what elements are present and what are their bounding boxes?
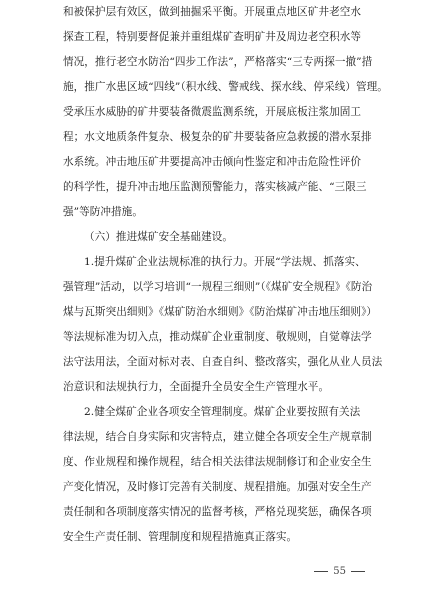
body-text-line: 安全生产责任制、管理制度和规程措施真正落实。 — [63, 531, 298, 543]
body-text-line: 探查工程，特别要督促兼并重组煤矿查明矿井及周边老空积水等 — [63, 31, 362, 43]
body-text-line: 煤与瓦斯突出细则》《煤矿防治水细则》《防治煤矿冲击地压细则》） — [63, 306, 378, 318]
body-text-line: 施，推广水患区域“四线”（积水线、警戒线、探水线、停采线）管理。 — [63, 81, 388, 93]
body-text-line: 律法规，结合自身实际和灾害特点，建立健全各项安全生产规章制 — [63, 431, 372, 443]
paragraph-heading-line: 2.健全煤矿企业各项安全管理制度。煤矿企业要按照有关法 — [84, 406, 361, 418]
page-number — [300, 565, 370, 579]
body-text-line: 责任制和各项制度落实情况的监督考核，严格兑现奖惩，确保各项 — [63, 506, 372, 518]
page-number-dash-right — [351, 571, 365, 572]
body-text-line: 强”等防冲措施。 — [63, 206, 143, 218]
page-number-dash-left — [314, 571, 328, 572]
body-text-line: 强管理”活动，以学习培训“一规程三细则”（《煤矿安全规程》《防治 — [63, 281, 373, 293]
paragraph-heading-line: 1.提升煤矿企业法规标准的执行力。开展“学法规、抓落实、 — [84, 256, 366, 268]
section-heading: （六）推进煤矿安全基础建设。 — [84, 231, 234, 243]
body-text-line: 治意识和法规执行力，全面提升全员安全生产管理水平。 — [63, 381, 330, 393]
body-text-line: 和被保护层有效区，做到抽掘采平衡。开展重点地区矿井老空水 — [63, 6, 362, 18]
body-text-line: 程；水文地质条件复杂、极复杂的矿井要装备应急救援的潜水泵排 — [63, 131, 372, 143]
body-text-line: 受承压水威胁的矿井要装备微震监测系统，开展底板注浆加固工 — [63, 106, 362, 118]
body-text-line: 情况，推行老空水防治“四步工作法”，严格落实“三专两探一撤”措 — [63, 56, 373, 68]
page-number-value: 55 — [333, 566, 346, 577]
body-text-line: 产变化情况，及时修订完善有关制度、规程措施。加强对安全生产 — [63, 481, 372, 493]
body-text-line: 的科学性，提升冲击地压监测预警能力，落实核减产能、“三限三 — [63, 181, 367, 193]
body-text-line: 水系统。冲击地压矿井要提高冲击倾向性鉴定和冲击危险性评价 — [63, 156, 362, 168]
body-text-line: 等法规标准为切入点，推动煤矿企业重制度、敬规则，自觉尊法学 — [63, 331, 372, 343]
body-text-line: 法守法用法，全面对标对表、自查自纠、整改落实，强化从业人员法 — [63, 356, 383, 368]
body-text-line: 度、作业规程和操作规程，结合相关法律法规制修订和企业安全生 — [63, 456, 372, 468]
